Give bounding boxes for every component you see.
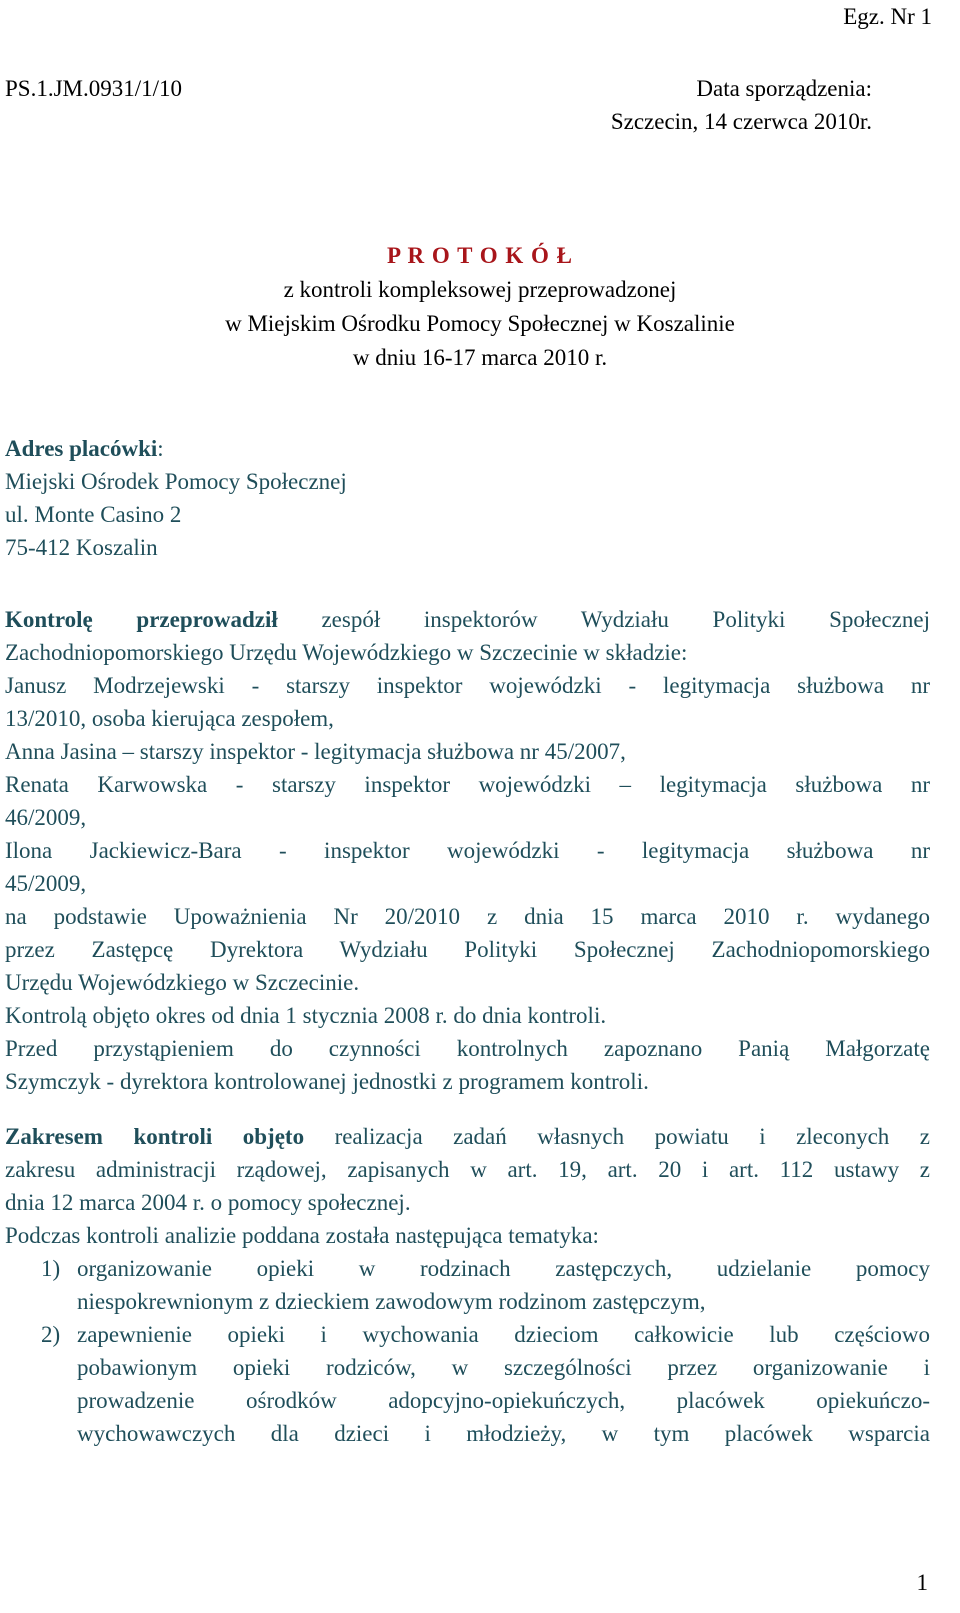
- control-line-13: Przed przystąpieniem do czynności kontrolnych zapoznano Panią Małgorzatę: [5, 1036, 930, 1061]
- address-line-3: 75-412 Koszalin: [5, 535, 158, 560]
- scope-line-3: Podczas kontroli analizie poddana została następująca tematyka:: [5, 1223, 599, 1248]
- control-line-11: Urzędu Wojewódzkiego w Szczecinie.: [5, 970, 360, 995]
- title-block: [0, 239, 960, 375]
- control-line-12: Kontrolą objęto okres od dnia 1 stycznia 2008 r. do dnia kontroli.: [5, 1003, 607, 1028]
- scope-line-0: Zakresem kontroli objęto realizacja zadań własnych powiatu i zleconych z: [5, 1124, 930, 1149]
- title-line-3: w dniu 16-17 marca 2010 r.: [352, 345, 608, 370]
- control-lead: Kontrolę przeprowadził: [5, 607, 278, 632]
- control-line-6: 46/2009,: [5, 805, 87, 830]
- date-value: Szczecin, 14 czerwca 2010r.: [610, 109, 872, 134]
- date-block: [611, 72, 872, 138]
- control-line-0: Kontrolę przeprowadził zespół inspektorów Wydziału Polityki Społecznej: [5, 607, 930, 632]
- control-line-8: 45/2009,: [5, 871, 87, 896]
- title-line-2: w Miejskim Ośrodku Pomocy Społecznej w Koszalinie: [225, 311, 735, 336]
- document-title: P R O T O K Ó Ł: [386, 243, 574, 268]
- control-line-5: Renata Karwowska - starszy inspektor wojewódzki – legitymacja służbowa nr: [5, 772, 930, 797]
- list-item: 1) organizowanie opieki w rodzinach zastępczych, udzielanie pomocy niespokrewnionym z dzieckiem zawodowym rodzinom zastępczym,: [5, 1252, 930, 1318]
- address-block: [5, 432, 347, 564]
- control-line-2: Janusz Modrzejewski - starszy inspektor wojewódzki - legitymacja służbowa nr: [5, 673, 930, 698]
- topics-list: [5, 1252, 930, 1450]
- control-line-4: Anna Jasina – starszy inspektor - legitymacja służbowa nr 45/2007,: [5, 739, 626, 764]
- address-label: Adres placówki: [5, 436, 158, 461]
- control-line-3: 13/2010, osoba kierująca zespołem,: [5, 706, 334, 731]
- title-line-1: z kontroli kompleksowej przeprowadzonej: [283, 277, 677, 302]
- list-item-number: 1): [41, 1256, 61, 1281]
- control-section: [5, 603, 930, 1098]
- scope-line-2: dnia 12 marca 2004 r. o pomocy społecznej.: [5, 1190, 411, 1215]
- control-line-9: na podstawie Upoważnienia Nr 20/2010 z dnia 15 marca 2010 r. wydanego: [5, 904, 930, 929]
- reference-number: PS.1.JM.0931/1/10: [5, 76, 183, 101]
- copy-label: Egz. Nr 1: [843, 4, 932, 29]
- page-number: 1: [916, 1570, 928, 1595]
- control-line-14: Szymczyk - dyrektora kontrolowanej jednostki z programem kontroli.: [5, 1069, 649, 1094]
- address-colon: :: [157, 436, 164, 461]
- list-item: 2) zapewnienie opieki i wychowania dzieciom całkowicie lub częściowo pobawionym opieki rodziców, w szczególności przez organizowanie i prowadzenie ośrodków adopcyjno-opiekuńczych, placówek opiekuńczo- wychowawczych dla dzieci i młodzieży, w tym placówek wsparcia: [5, 1318, 930, 1450]
- address-line-2: ul. Monte Casino 2: [5, 502, 182, 527]
- scope-line-1: zakresu administracji rządowej, zapisanych w art. 19, art. 20 i art. 112 ustawy z: [5, 1157, 930, 1182]
- scope-section: [5, 1120, 930, 1450]
- address-line-1: Miejski Ośrodek Pomocy Społecznej: [5, 469, 347, 494]
- control-line-7: Ilona Jackiewicz-Bara - inspektor wojewódzki - legitymacja służbowa nr: [5, 838, 930, 863]
- control-line-10: przez Zastępcę Dyrektora Wydziału Polityki Społecznej Zachodniopomorskiego: [5, 937, 930, 962]
- address-label-row: [5, 432, 347, 465]
- list-item-number: 2): [41, 1322, 61, 1347]
- control-line-1: Zachodniopomorskiego Urzędu Wojewódzkiego w Szczecinie w składzie:: [5, 640, 688, 665]
- scope-lead: Zakresem kontroli objęto: [5, 1124, 305, 1149]
- date-label: Data sporządzenia:: [696, 76, 872, 101]
